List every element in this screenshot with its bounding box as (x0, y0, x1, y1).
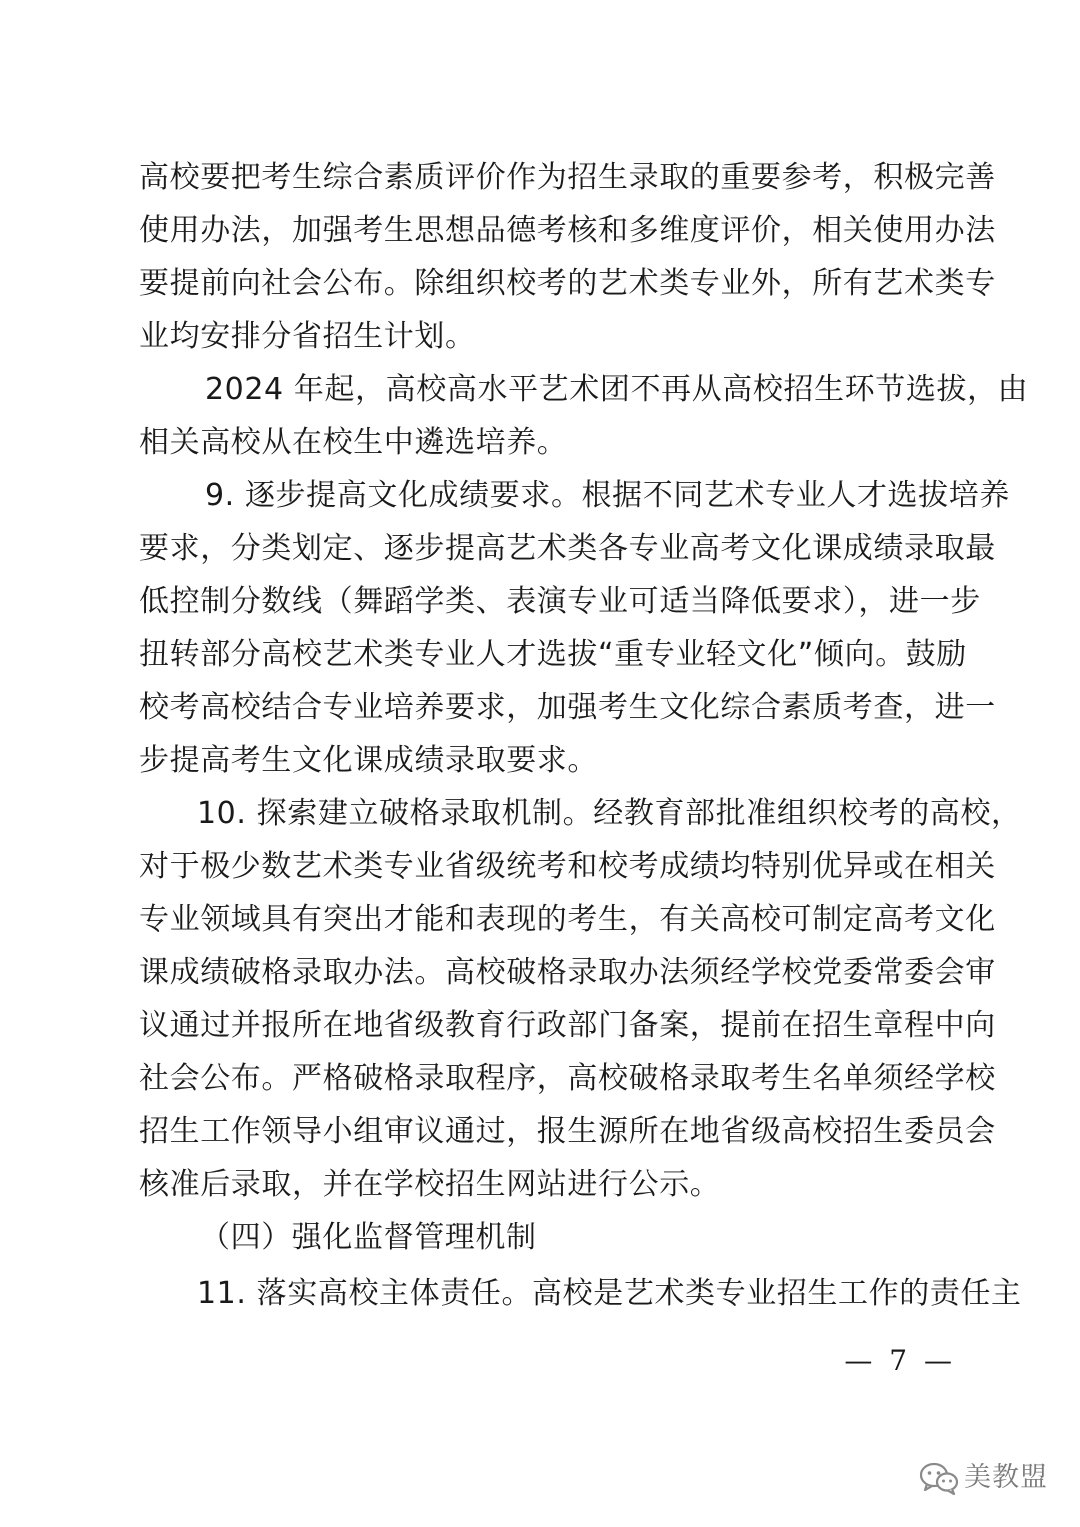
text-line: 课成绩破格录取办法。高校破格录取办法须经学校党委常委会审 (139, 955, 996, 990)
text-line: 高校要把考生综合素质评价作为招生录取的重要参考，积极完善 (139, 160, 996, 195)
text-line: 要求，分类划定、逐步提高艺术类各专业高考文化课成绩录取最 (139, 531, 996, 566)
text-line: 社会公布。严格破格录取程序，高校破格录取考生名单须经学校 (139, 1061, 996, 1096)
text-line: 步提高考生文化课成绩录取要求。 (139, 743, 598, 778)
text-line: 要提前向社会公布。除组织校考的艺术类专业外，所有艺术类专 (139, 266, 996, 301)
text-line: 9. 逐步提高文化成绩要求。根据不同艺术专业人才选拔培养 (205, 478, 1010, 513)
text-line: 10. 探索建立破格录取机制。经教育部批准组织校考的高校， (197, 796, 1022, 831)
text-line: 对于极少数艺术类专业省级统考和校考成绩均特别优异或在相关 (139, 849, 996, 884)
text-line: 2024 年起，高校高水平艺术团不再从高校招生环节选拔，由 (205, 372, 1029, 407)
watermark-text: 美教盟 (964, 1462, 1048, 1493)
page-number: — 7 — (844, 1344, 956, 1377)
text-line: 招生工作领导小组审议通过，报生源所在地省级高校招生委员会 (139, 1114, 996, 1149)
text-line: 低控制分数线（舞蹈学类、表演专业可适当降低要求），进一步 (139, 584, 981, 619)
text-line: 议通过并报所在地省级教育行政部门备案，提前在招生章程中向 (139, 1008, 996, 1043)
wechat-icon (918, 1460, 960, 1496)
section-heading: （四）强化监督管理机制 (200, 1220, 537, 1255)
watermark (918, 1456, 1048, 1500)
text-line: 扭转部分高校艺术类专业人才选拔“重专业轻文化”倾向。鼓励 (139, 637, 967, 672)
text-line: 核准后录取，并在学校招生网站进行公示。 (139, 1167, 721, 1202)
text-line: 校考高校结合专业培养要求，加强考生文化综合素质考查，进一 (139, 690, 996, 725)
text-line: 使用办法，加强考生思想品德考核和多维度评价，相关使用办法 (139, 213, 996, 248)
text-line: 业均安排分省招生计划。 (139, 319, 476, 354)
text-line: 专业领域具有突出才能和表现的考生，有关高校可制定高考文化 (139, 902, 996, 937)
text-line: 11. 落实高校主体责任。高校是艺术类专业招生工作的责任主 (197, 1276, 1022, 1311)
text-line: 相关高校从在校生中遴选培养。 (139, 425, 568, 460)
